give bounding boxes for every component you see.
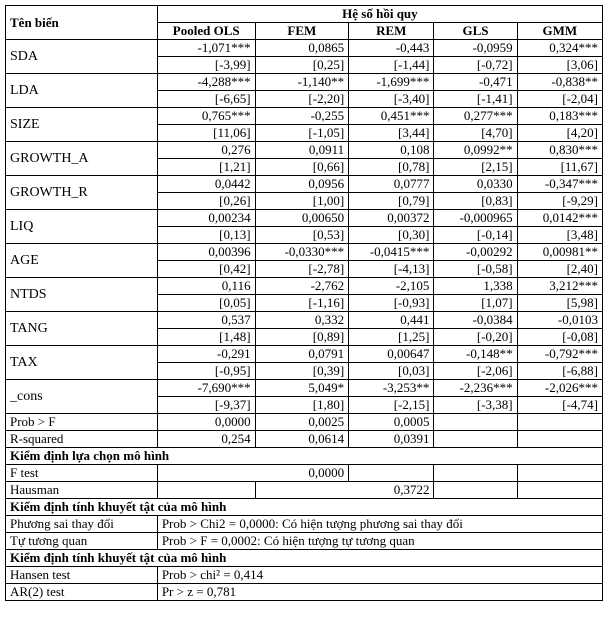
header-row-group — [6, 6, 603, 23]
test-label: AR(2) test — [6, 584, 158, 601]
coef-row — [6, 278, 603, 295]
t-stat-cell: [-9,37] — [157, 397, 255, 414]
t-stat-cell: [1,48] — [157, 329, 255, 346]
coefficient-cell: -1,071*** — [157, 40, 255, 57]
t-stat-cell: [-2,15] — [349, 397, 434, 414]
stat-value: 0,0391 — [349, 431, 434, 448]
test-value: 0,0000 — [157, 465, 348, 482]
variable-name: _cons — [6, 380, 158, 414]
t-stat-cell: [-3,38] — [434, 397, 517, 414]
stat-label: Prob > F — [6, 414, 158, 431]
coefficient-cell: 0,441 — [349, 312, 434, 329]
t-stat-cell: [1,25] — [349, 329, 434, 346]
test-label: Hausman — [6, 482, 158, 499]
t-stat-cell: [-0,93] — [349, 295, 434, 312]
coefficient-cell: 0,183*** — [517, 108, 602, 125]
t-stat-cell: [0,30] — [349, 227, 434, 244]
t-stat-cell: [0,79] — [349, 193, 434, 210]
t-stat-cell: [0,42] — [157, 261, 255, 278]
coef-row — [6, 142, 603, 159]
coefficient-cell: 0,00650 — [255, 210, 349, 227]
t-stat-cell: [-1,44] — [349, 57, 434, 74]
coefficient-cell: 0,0777 — [349, 176, 434, 193]
variable-name: GROWTH_A — [6, 142, 158, 176]
stat-row-prob-f — [6, 414, 603, 431]
t-stat-cell: [0,78] — [349, 159, 434, 176]
variable-name: SIZE — [6, 108, 158, 142]
regression-table — [5, 5, 603, 601]
stats-body — [6, 414, 603, 601]
coefficient-cell: 0,0442 — [157, 176, 255, 193]
coefficient-cell: 0,00396 — [157, 244, 255, 261]
t-stat-cell: [4,70] — [434, 125, 517, 142]
coefficient-cell: 0,00981** — [517, 244, 602, 261]
coefficient-cell: -2,026*** — [517, 380, 602, 397]
t-stat-cell: [3,44] — [349, 125, 434, 142]
variable-name: AGE — [6, 244, 158, 278]
coefficient-cell: 0,00234 — [157, 210, 255, 227]
t-stat-cell: [-9,29] — [517, 193, 602, 210]
test-result: Prob > chi² = 0,414 — [157, 567, 602, 584]
coefficient-cell: -0,148** — [434, 346, 517, 363]
t-stat-cell: [-2,06] — [434, 363, 517, 380]
coefficient-cell: -2,236*** — [434, 380, 517, 397]
coef-row — [6, 244, 603, 261]
coefficient-cell: -0,0103 — [517, 312, 602, 329]
section-title: Kiểm định lựa chọn mô hình — [6, 448, 603, 465]
t-stat-cell: [5,98] — [517, 295, 602, 312]
coefficient-cell: -0,0330*** — [255, 244, 349, 261]
t-stat-cell: [1,00] — [255, 193, 349, 210]
t-stat-cell: [0,13] — [157, 227, 255, 244]
coefficient-cell: 5,049* — [255, 380, 349, 397]
coefficient-cell: -1,699*** — [349, 74, 434, 91]
stat-value — [434, 431, 517, 448]
stat-row-r-squared — [6, 431, 603, 448]
variable-name: LDA — [6, 74, 158, 108]
coefficient-cell: -2,762 — [255, 278, 349, 295]
coefficient-cell: -0,291 — [157, 346, 255, 363]
stat-label: R-squared — [6, 431, 158, 448]
coefficient-cell: -2,105 — [349, 278, 434, 295]
coefficient-cell: -7,690*** — [157, 380, 255, 397]
coef-row — [6, 346, 603, 363]
t-stat-cell: [0,39] — [255, 363, 349, 380]
coefficient-cell: 0,00372 — [349, 210, 434, 227]
test-result: Pr > z = 0,781 — [157, 584, 602, 601]
t-stat-cell: [-3,40] — [349, 91, 434, 108]
model-header-rem: REM — [349, 23, 434, 40]
t-stat-cell: [0,05] — [157, 295, 255, 312]
t-stat-cell: [-0,95] — [157, 363, 255, 380]
coefficient-cell: 0,324*** — [517, 40, 602, 57]
empty-cell — [349, 465, 434, 482]
test-label: F test — [6, 465, 158, 482]
t-stat-cell: [11,06] — [157, 125, 255, 142]
test-label: Phương sai thay đổi — [6, 516, 158, 533]
coef-row — [6, 380, 603, 397]
coefficient-cell: 0,332 — [255, 312, 349, 329]
empty-cell — [434, 482, 517, 499]
stat-value: 0,0025 — [255, 414, 349, 431]
t-stat-cell: [1,07] — [434, 295, 517, 312]
coefficient-cell: 1,338 — [434, 278, 517, 295]
coefficient-cell: 0,0330 — [434, 176, 517, 193]
stat-value: 0,0000 — [157, 414, 255, 431]
stat-value: 0,0005 — [349, 414, 434, 431]
t-stat-cell: [0,83] — [434, 193, 517, 210]
coefficient-cell: 0,276 — [157, 142, 255, 159]
t-stat-cell: [-0,20] — [434, 329, 517, 346]
t-stat-cell: [-1,16] — [255, 295, 349, 312]
t-stat-cell: [0,66] — [255, 159, 349, 176]
coefficient-cell: -3,253** — [349, 380, 434, 397]
empty-cell — [517, 482, 602, 499]
t-stat-cell: [-0,14] — [434, 227, 517, 244]
t-stat-cell: [-0,08] — [517, 329, 602, 346]
t-stat-cell: [-4,13] — [349, 261, 434, 278]
t-stat-cell: [-6,65] — [157, 91, 255, 108]
variable-name: GROWTH_R — [6, 176, 158, 210]
coefficient-cell: -0,0959 — [434, 40, 517, 57]
coefficient-cell: 0,537 — [157, 312, 255, 329]
t-stat-cell: [-2,20] — [255, 91, 349, 108]
coefficient-cell: 3,212*** — [517, 278, 602, 295]
section-title: Kiểm định tính khuyết tật của mô hình — [6, 550, 603, 567]
t-stat-cell: [-4,74] — [517, 397, 602, 414]
t-stat-cell: [0,89] — [255, 329, 349, 346]
empty-cell — [157, 482, 255, 499]
test-result: Prob > F = 0,0002: Có hiện tượng tự tương quan — [157, 533, 602, 550]
variable-column-header: Tên biến — [6, 6, 158, 40]
stat-value — [517, 431, 602, 448]
coefficient-cell: 0,0911 — [255, 142, 349, 159]
coefficient-cell: -1,140** — [255, 74, 349, 91]
variable-name: TANG — [6, 312, 158, 346]
coefficient-group-header: Hệ số hồi quy — [157, 6, 602, 23]
coefficient-cell: 0,00647 — [349, 346, 434, 363]
t-stat-cell: [2,15] — [434, 159, 517, 176]
t-stat-cell: [-3,99] — [157, 57, 255, 74]
test-row-f-test — [6, 465, 603, 482]
coef-row — [6, 40, 603, 57]
test-label: Tự tương quan — [6, 533, 158, 550]
test-label: Hansen test — [6, 567, 158, 584]
test-row-hansen — [6, 567, 603, 584]
test-row-hausman — [6, 482, 603, 499]
coefficient-cell: 0,0791 — [255, 346, 349, 363]
empty-cell — [434, 465, 517, 482]
t-stat-cell: [-1,05] — [255, 125, 349, 142]
coefficient-cell: 0,765*** — [157, 108, 255, 125]
coefficient-cell: -0,000965 — [434, 210, 517, 227]
t-stat-cell: [0,03] — [349, 363, 434, 380]
t-stat-cell: [0,53] — [255, 227, 349, 244]
coefficient-cell: -4,288*** — [157, 74, 255, 91]
model-header-gmm: GMM — [517, 23, 602, 40]
t-stat-cell: [11,67] — [517, 159, 602, 176]
test-row-autocorrelation — [6, 533, 603, 550]
coefficient-cell: -0,792*** — [517, 346, 602, 363]
coefficient-cell: 0,108 — [349, 142, 434, 159]
coefficient-cell: 0,116 — [157, 278, 255, 295]
coefficient-cell: -0,471 — [434, 74, 517, 91]
coefficient-cell: 0,0865 — [255, 40, 349, 57]
variable-name: SDA — [6, 40, 158, 74]
t-stat-cell: [-2,04] — [517, 91, 602, 108]
coefficient-cell: -0,838** — [517, 74, 602, 91]
model-header-gls: GLS — [434, 23, 517, 40]
t-stat-cell: [1,21] — [157, 159, 255, 176]
t-stat-cell: [3,06] — [517, 57, 602, 74]
test-result: Prob > Chi2 = 0,0000: Có hiện tượng phương sai thay đổi — [157, 516, 602, 533]
t-stat-cell: [-2,78] — [255, 261, 349, 278]
empty-cell — [517, 465, 602, 482]
t-stat-cell: [-1,41] — [434, 91, 517, 108]
t-stat-cell: [-0,72] — [434, 57, 517, 74]
coef-row — [6, 210, 603, 227]
stat-value: 0,254 — [157, 431, 255, 448]
t-stat-cell: [-6,88] — [517, 363, 602, 380]
coefficient-cell: 0,830*** — [517, 142, 602, 159]
variables-body — [6, 40, 603, 414]
section-row-model-selection — [6, 448, 603, 465]
model-header-fem: FEM — [255, 23, 349, 40]
t-stat-cell: [0,26] — [157, 193, 255, 210]
t-stat-cell: [-0,58] — [434, 261, 517, 278]
t-stat-cell: [3,48] — [517, 227, 602, 244]
t-stat-cell: [4,20] — [517, 125, 602, 142]
stat-value — [517, 414, 602, 431]
coefficient-cell: 0,277*** — [434, 108, 517, 125]
model-header-pooled-ols: Pooled OLS — [157, 23, 255, 40]
test-row-ar2 — [6, 584, 603, 601]
coef-row — [6, 108, 603, 125]
stat-value — [434, 414, 517, 431]
t-stat-cell: [1,80] — [255, 397, 349, 414]
variable-name: TAX — [6, 346, 158, 380]
t-stat-cell: [0,25] — [255, 57, 349, 74]
coef-row — [6, 176, 603, 193]
coefficient-cell: -0,443 — [349, 40, 434, 57]
section-row-defects-2 — [6, 550, 603, 567]
test-row-heteroskedasticity — [6, 516, 603, 533]
coefficient-cell: 0,0142*** — [517, 210, 602, 227]
test-value: 0,3722 — [255, 482, 434, 499]
coefficient-cell: 0,0992** — [434, 142, 517, 159]
section-row-defects-1 — [6, 499, 603, 516]
variable-name: LIQ — [6, 210, 158, 244]
section-title: Kiểm định tính khuyết tật của mô hình — [6, 499, 603, 516]
variable-name: NTDS — [6, 278, 158, 312]
coefficient-cell: 0,451*** — [349, 108, 434, 125]
coef-row — [6, 74, 603, 91]
coefficient-cell: 0,0956 — [255, 176, 349, 193]
coefficient-cell: -0,00292 — [434, 244, 517, 261]
coef-row — [6, 312, 603, 329]
coefficient-cell: -0,0415*** — [349, 244, 434, 261]
stat-value: 0,0614 — [255, 431, 349, 448]
coefficient-cell: -0,0384 — [434, 312, 517, 329]
t-stat-cell: [2,40] — [517, 261, 602, 278]
coefficient-cell: -0,347*** — [517, 176, 602, 193]
coefficient-cell: -0,255 — [255, 108, 349, 125]
